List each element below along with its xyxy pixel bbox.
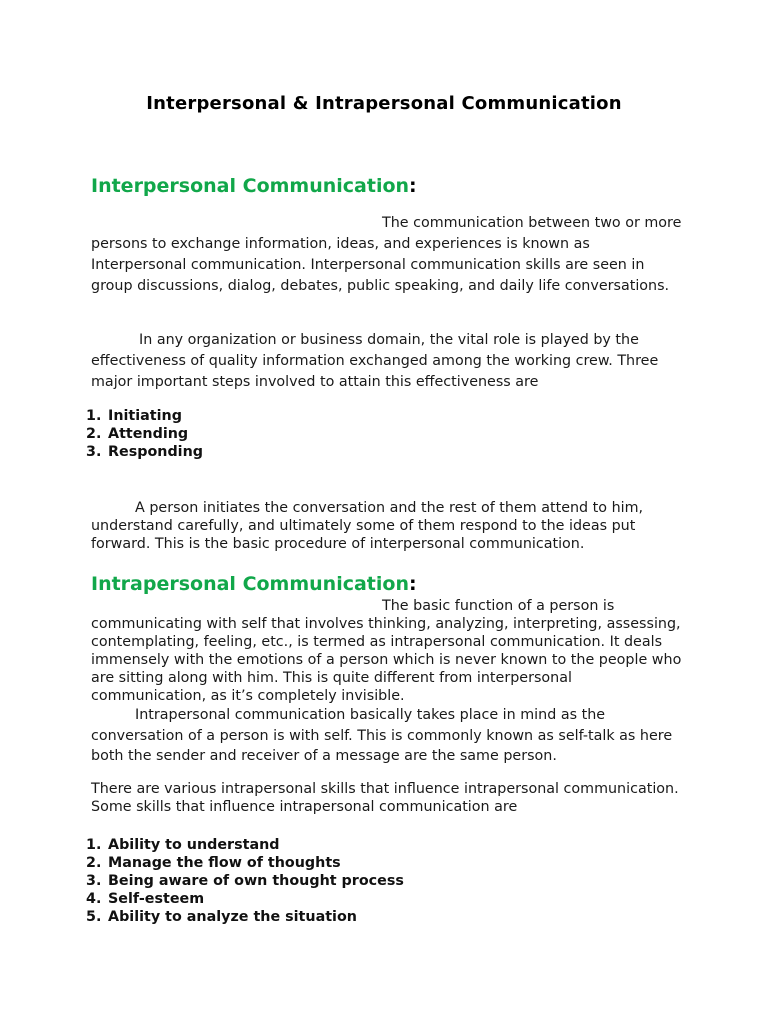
list-item: 4. Self-esteem [86, 891, 205, 907]
heading-colon: : [408, 573, 417, 595]
list-item: 3. Responding [86, 444, 203, 460]
section-heading-intrapersonal [91, 573, 417, 595]
section-heading-interpersonal [91, 175, 417, 197]
paragraph-intrapersonal-definition: The basic function of a person is communicating with self that involves thinking, analyzing, interpreting, assessing, contemplating, feeling, etc., is termed as intrapersonal communication. It deals immensely with the emotions of a person which is never known to the people who are sitting along with him. This is quite different from interpersonal communication, as it’s completely invisible. [91, 598, 682, 704]
page-title: Interpersonal & Intrapersonal Communication [146, 93, 622, 114]
skills-list [86, 836, 404, 926]
list-item: 5. Ability to analyze the situation [86, 909, 357, 925]
heading-colon: : [409, 175, 417, 197]
paragraph-intrapersonal-skills: There are various intrapersonal skills that influence intrapersonal communication. Some skills that influence intrapersonal communication are [91, 781, 679, 815]
paragraph-interpersonal-definition: The communication between two or more persons to exchange information, ideas, and experiences is known as Interpersonal communication. Interpersonal communication skills are seen in group discussions, dialog, debates, public speaking, and daily life conversations. [91, 215, 682, 294]
list-item: 2. Attending [86, 426, 189, 442]
list-item: 1. Initiating [86, 408, 182, 424]
paragraph-interpersonal-procedure: A person initiates the conversation and the rest of them attend to him, understand carefully, and ultimately some of them respond to the ideas put forward. This is the basic procedure of interpersonal communication. [91, 500, 644, 552]
steps-list [86, 407, 203, 461]
list-item: 3. Being aware of own thought process [86, 873, 404, 889]
heading-text: Intrapersonal Communication [91, 573, 409, 595]
heading-text: Interpersonal Communication [91, 175, 410, 197]
paragraph-intrapersonal-self-talk: Intrapersonal communication basically takes place in mind as the conversation of a person is with self. This is commonly known as self-talk as here both the sender and receiver of a message are the same person. [91, 707, 673, 764]
list-item: 2. Manage the flow of thoughts [86, 855, 341, 871]
list-item: 1. Ability to understand [86, 837, 280, 853]
paragraph-interpersonal-organization: In any organization or business domain, the vital role is played by the effectiveness of quality information exchanged among the working crew. Three major important steps involved to attain this effectiveness are [91, 332, 659, 390]
